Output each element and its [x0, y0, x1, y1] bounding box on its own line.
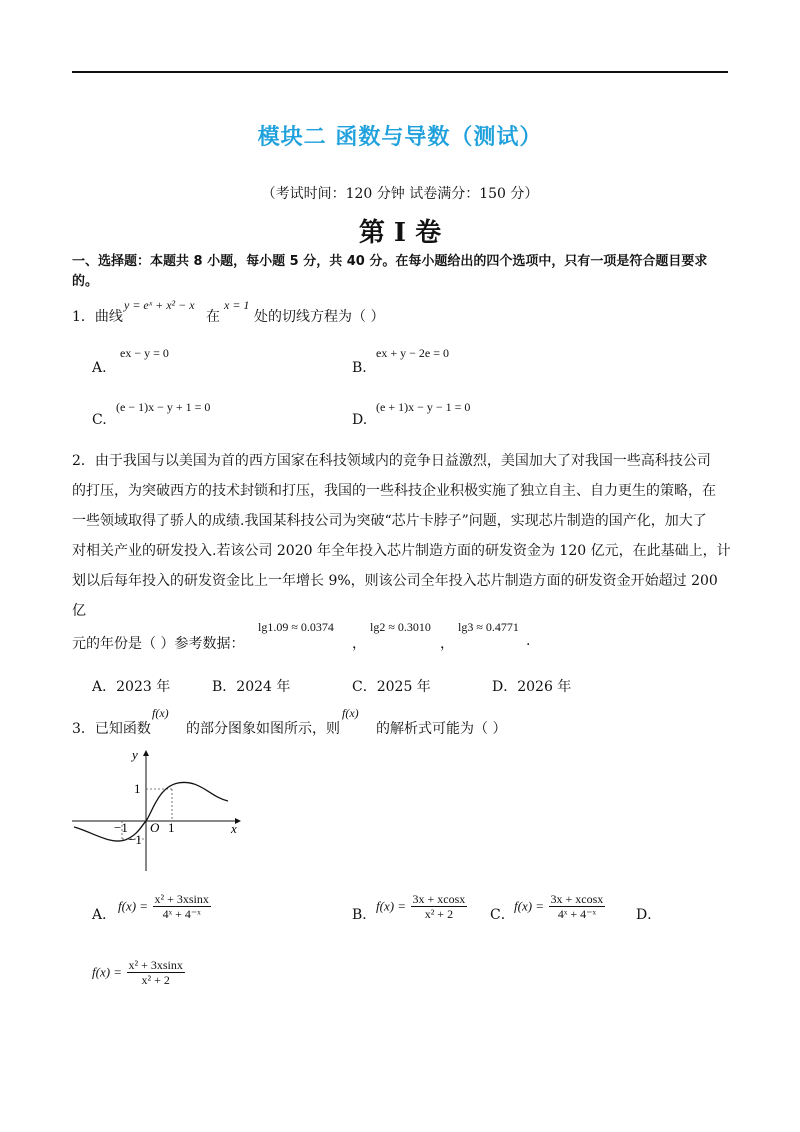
page-title: 模块二 函数与导数（测试）	[257, 125, 543, 150]
q3-mid: 的部分图象如图所示，则	[186, 721, 340, 737]
q3-fx-2: f(x)	[342, 706, 359, 720]
q2-line: 对相关产业的研发投入.若该公司 2020 年全年投入芯片制造方面的研发资金为 120 亿元，在此基础上，计	[72, 543, 731, 559]
q2-period: .	[526, 633, 531, 649]
q2-line: 一些领域取得了骄人的成绩.我国某科技公司为突破“芯片卡脖子”问题，实现芯片制造的国产化，加大了	[72, 513, 707, 529]
header-rule	[72, 71, 728, 73]
x-tick-1: 1	[168, 820, 175, 835]
q1-at: 在	[206, 309, 220, 325]
q1-option-c-expr: (e − 1)x − y + 1 = 0	[116, 400, 211, 414]
q2-ref-lg3: lg3 ≈ 0.4771	[458, 620, 519, 634]
q3-option-d: f(x) = $\frac{\text{x² + 3xsinx}}{\text{x² + 2}}$	[92, 958, 183, 987]
q3-option-b-label: B．	[352, 907, 377, 923]
q3-option-b: f(x) = $\frac{3x + xcosx}{\text{x² + 2}}$	[376, 892, 466, 921]
q2-option-a: A．2023 年	[92, 679, 171, 695]
q3-option-a: f(x) = $\frac{\text{x² + 3xsinx}}{\text{4ˣ + 4⁻ˣ}}$	[118, 892, 209, 921]
y-tick-neg1: −1	[128, 832, 142, 847]
q2-option-c: C．2025 年	[352, 679, 431, 695]
q3-prefix: 3．已知函数	[72, 721, 151, 737]
exam-info: （考试时间：120 分钟 试卷满分：150 分）	[261, 186, 539, 202]
q1-option-d-expr: (e + 1)x − y − 1 = 0	[376, 400, 471, 414]
q1-suffix: 处的切线方程为（ ）	[254, 309, 385, 325]
q2-ref-lg109: lg1.09 ≈ 0.0374	[258, 620, 334, 634]
q3-fx-1: f(x)	[152, 706, 169, 720]
y-tick-1: 1	[134, 781, 141, 796]
x-tick-neg1: −1	[114, 820, 128, 835]
origin-label: O	[150, 820, 160, 835]
q1-option-a-label: A.	[92, 360, 107, 376]
q2-last-line: 元的年份是（ ）参考数据：	[72, 636, 245, 652]
q1-option-d-label: D.	[352, 412, 368, 428]
q3-option-c-label: C．	[490, 907, 515, 923]
x-axis-label: x	[231, 821, 237, 836]
q1-curve: y = eˣ + x² − x	[124, 298, 195, 312]
q3-option-d-label: D．	[636, 907, 662, 923]
q2-line: 的打压，为突破西方的技术封锁和打压，我国的一些科技企业积极实施了独立自主、自力更生的策略，在	[72, 483, 716, 499]
q1-option-b-expr: ex + y − 2e = 0	[376, 346, 449, 360]
q2-option-d: D．2026 年	[492, 679, 572, 695]
volume-heading: 第 I 卷	[358, 218, 442, 248]
q1-option-b-label: B.	[352, 360, 367, 376]
q3-option-a-label: A．	[92, 907, 117, 923]
q2-option-b: B．2024 年	[212, 679, 291, 695]
q2-line: 划以后每年投入的研发资金比上一年增长 9%，则该公司全年投入芯片制造方面的研发资金开始超过 200 亿	[72, 573, 718, 619]
q2-comma-1: ，	[352, 636, 366, 652]
q1-prefix: 1．曲线	[72, 309, 123, 325]
q3-suffix: 的解析式可能为（ ）	[376, 721, 507, 737]
q1-point: x = 1	[224, 298, 250, 312]
y-axis-label: y	[132, 747, 138, 762]
section-heading: 一、选择题：本题共 8 小题，每小题 5 分，共 40 分。在每小题给出的四个选项中，只有一项是符合题目要求的。	[72, 254, 708, 289]
q2-ref-lg2: lg2 ≈ 0.3010	[370, 620, 431, 634]
q2-body	[72, 446, 732, 626]
q1-option-a-expr: ex − y = 0	[120, 346, 169, 360]
q2-line: 2．由于我国与以美国为首的西方国家在科技领域内的竞争日益激烈，美国加大了对我国一些高科技公司	[72, 453, 711, 469]
q1-option-c-label: C.	[92, 412, 107, 428]
function-graph	[70, 745, 250, 875]
q2-comma-2: ，	[440, 636, 454, 652]
q3-option-c: f(x) = $\frac{3x + xcosx}{\text{4ˣ + 4⁻ˣ}}$	[514, 892, 604, 921]
